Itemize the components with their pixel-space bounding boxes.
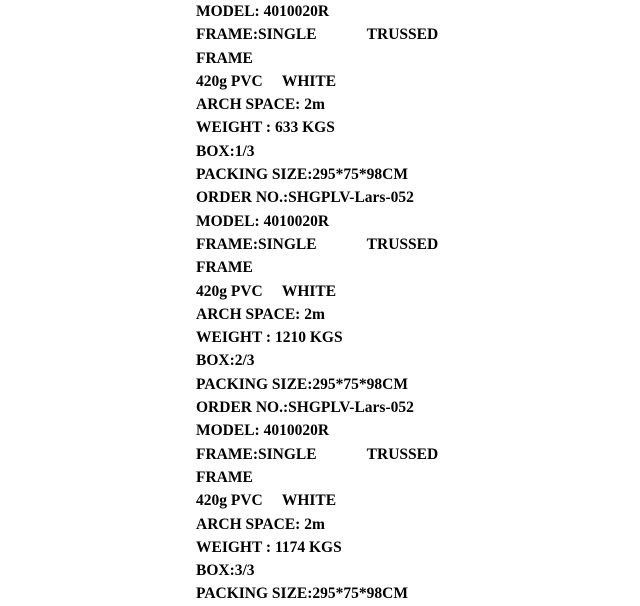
text-line: WEIGHT : 1210 KGS [196, 329, 343, 347]
text-line: PACKING SIZE:295*75*98CM [196, 166, 408, 184]
text-line: ARCH SPACE: 2m [196, 96, 325, 114]
text-line: ARCH SPACE: 2m [196, 305, 325, 323]
text-line: BOX:2/3 [196, 352, 255, 370]
text-line: FRAME:SINGLE TRUSSED [196, 26, 439, 44]
text-line: ORDER NO.:SHGPLV-Lars-052 [196, 399, 414, 417]
text-line: MODEL: 4010020R [196, 3, 330, 20]
text-line: PACKING SIZE:295*75*98CM [196, 585, 408, 603]
text-line: WEIGHT : 1174 KGS [196, 538, 342, 556]
text-line: 420g PVC WHITE [196, 282, 337, 300]
text-line: FRAME:SINGLE TRUSSED [196, 445, 439, 463]
document-text-block [196, 0, 626, 606]
text-line: MODEL: 4010020R [196, 212, 330, 230]
text-line: ARCH SPACE: 2m [196, 515, 325, 533]
text-line: BOX:1/3 [196, 142, 255, 160]
text-line: FRAME [196, 468, 253, 486]
text-line: FRAME [196, 49, 253, 67]
text-line: PACKING SIZE:295*75*98CM [196, 375, 408, 393]
text-line: FRAME:SINGLE TRUSSED [196, 235, 439, 253]
text-line: ORDER NO.:SHGPLV-Lars-052 [196, 189, 414, 207]
text-line: BOX:3/3 [196, 562, 255, 580]
text-line: 420g PVC WHITE [196, 492, 337, 510]
text-line: 420g PVC WHITE [196, 72, 337, 90]
text-line: FRAME [196, 259, 253, 277]
text-line: WEIGHT : 633 KGS [196, 119, 335, 137]
text-line: MODEL: 4010020R [196, 422, 330, 440]
